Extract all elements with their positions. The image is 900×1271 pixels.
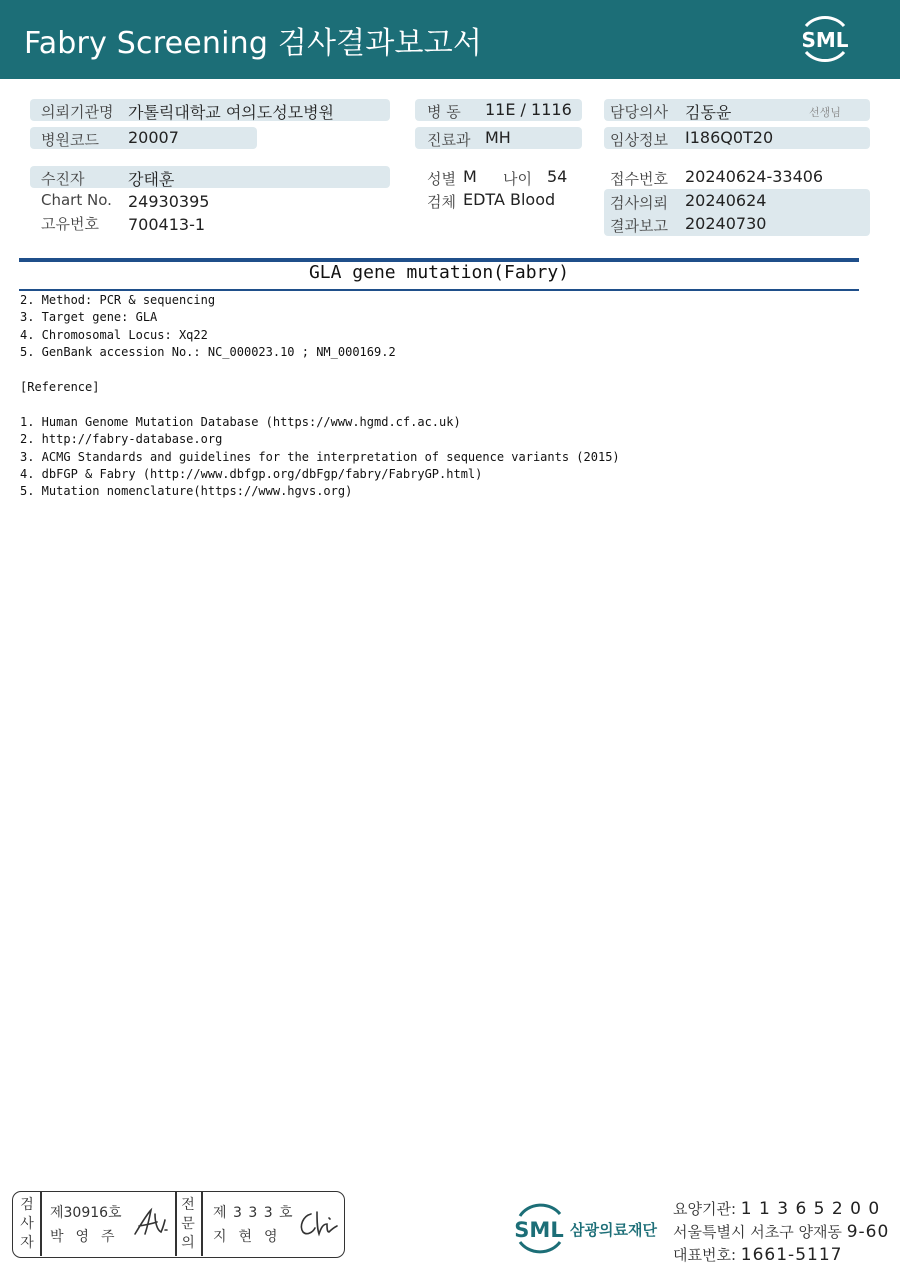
clinical-info-label: 임상정보 [610, 131, 668, 149]
sml-footer-logo-icon [510, 1200, 570, 1256]
signature-divider [201, 1192, 203, 1256]
test-title: GLA gene mutation(Fabry) [308, 262, 570, 283]
specialist-signature-icon [295, 1208, 339, 1240]
org-name: 삼광의료재단 [570, 1221, 657, 1239]
phone-no: 1661-5117 [740, 1245, 843, 1265]
report-header [0, 0, 900, 79]
signature-divider [40, 1192, 42, 1256]
care-institution-no: 1 1 3 6 5 2 0 0 [740, 1199, 881, 1219]
header-logo-text: SML [801, 28, 849, 52]
body-line: 2. http://fabry-database.org [20, 432, 223, 447]
reported-date-value: 20240730 [685, 214, 767, 233]
receipt-no-label: 접수번호 [610, 170, 668, 188]
address-line: 서울특별시 서초구 양재동 9-60 [673, 1222, 890, 1242]
age-value: 54 [547, 167, 568, 186]
ward-value: 11E / 1116 [485, 100, 572, 119]
body-line [20, 396, 620, 413]
specialist-label: 전 문 의 [181, 1197, 195, 1251]
body-line: [Reference] [20, 379, 100, 394]
body-line: 3. Target gene: GLA [20, 310, 158, 325]
specimen-value: EDTA Blood [463, 190, 556, 209]
body-line: 1. Human Genome Mutation Database (https://www.hgmd.cf.ac.uk) [20, 414, 461, 429]
footer-logo-text: SML [514, 1218, 564, 1242]
signature-divider [175, 1192, 177, 1256]
chart-no-value: 24930395 [128, 192, 210, 211]
receipt-no-value: 20240624-33406 [685, 167, 824, 186]
institution-value: 가톨릭대학교 여의도성모병원 [128, 103, 335, 122]
hospital-code-value: 20007 [128, 128, 179, 147]
specimen-label: 검체 [427, 193, 456, 211]
patient-label: 수진자 [41, 170, 85, 188]
doctor-value: 김동윤 [685, 103, 732, 122]
requested-date-value: 20240624 [685, 191, 767, 210]
unique-no-value: 700413-1 [128, 215, 206, 234]
signature-box [12, 1191, 345, 1258]
body-line: 4. dbFGP & Fabry (http://www.dbfgp.org/dbFgp/fabry/FabryGP.html) [20, 466, 483, 481]
examiner-name: 박영주 [50, 1229, 127, 1245]
report-body [20, 292, 620, 501]
chart-no-label: Chart No. [41, 191, 112, 209]
institution-label: 의뢰기관명 [41, 103, 114, 121]
department-value: MH [485, 128, 511, 147]
doctor-label: 담당의사 [610, 103, 668, 121]
body-line [20, 362, 620, 379]
specialist-license-no: 제 3 3 3 호 [213, 1205, 294, 1221]
report-title: Fabry Screening 검사결과보고서 [24, 26, 483, 61]
patient-value: 강태훈 [128, 170, 175, 189]
divider-bottom [19, 289, 859, 291]
body-line: 4. Chromosomal Locus: Xq22 [20, 327, 208, 342]
ward-label: 병 동 [427, 103, 461, 121]
care-institution-line: 요양기관: 1 1 3 6 5 2 0 0 [673, 1199, 881, 1219]
address-no: 9-60 [846, 1222, 890, 1242]
examiner-label: 검 사 자 [20, 1197, 34, 1251]
body-line: 3. ACMG Standards and guidelines for the interpretation of sequence variants (2015) [20, 449, 620, 464]
hospital-code-label: 병원코드 [41, 131, 99, 149]
requested-date-label: 검사의뢰 [610, 194, 668, 212]
clinical-info-value: I186Q0T20 [685, 128, 774, 147]
sex-label: 성별 [427, 170, 456, 188]
sex-value: M [463, 167, 477, 186]
department-label: 진료과 [427, 131, 471, 149]
phone-line: 대표번호: 1661-5117 [673, 1245, 843, 1265]
sml-logo-icon [796, 12, 854, 66]
body-line: 2. Method: PCR & sequencing [20, 293, 216, 307]
age-label: 나이 [503, 170, 532, 188]
body-line: 5. Mutation nomenclature(https://www.hgvs.org) [20, 484, 353, 499]
body-line: 5. GenBank accession No.: NC_000023.10 ; NM_000169.2 [20, 345, 396, 360]
doctor-suffix: 선생님 [809, 106, 841, 119]
specialist-name: 지현영 [213, 1229, 290, 1245]
unique-no-label: 고유번호 [41, 215, 99, 233]
examiner-signature-icon [131, 1206, 171, 1240]
examiner-license-no: 제30916호 [50, 1205, 122, 1221]
reported-date-label: 결과보고 [610, 217, 668, 235]
